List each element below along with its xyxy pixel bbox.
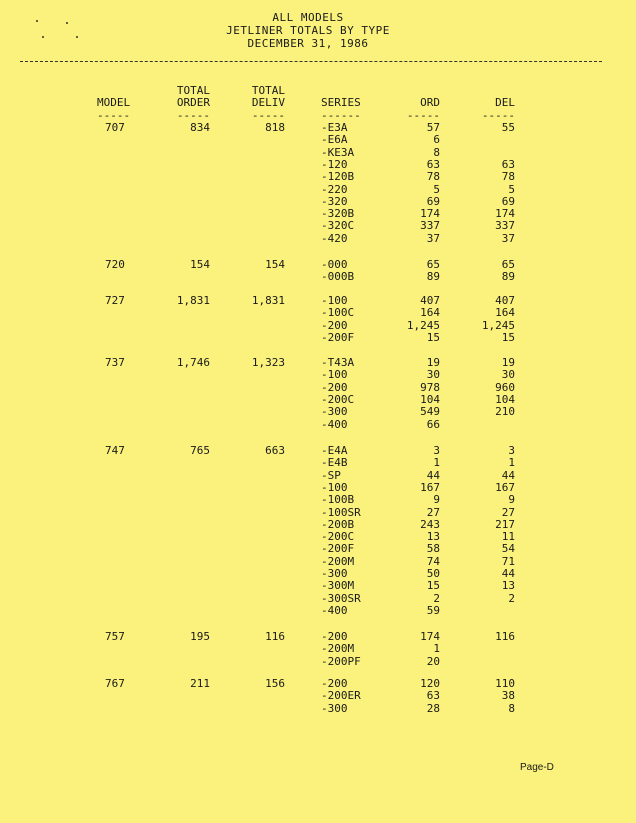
- series-cell: -100: [321, 480, 348, 494]
- col-header-del: DEL: [495, 96, 515, 109]
- series-cell: -200: [321, 630, 348, 643]
- page-label: Page-D: [520, 762, 554, 773]
- col-underline: ------: [321, 109, 361, 122]
- del-cell: 19: [501, 356, 515, 369]
- ord-cell: 59: [426, 603, 440, 617]
- ord-cell: 78: [426, 170, 440, 184]
- del-cell: 54: [501, 542, 515, 556]
- del-cell: 44: [501, 567, 515, 580]
- series-cell: -200C: [321, 530, 355, 544]
- series-cell: -120B: [321, 170, 355, 184]
- series-cell: -SP: [321, 468, 341, 482]
- series-cell: -100: [321, 294, 348, 307]
- series-cell: -E3A: [321, 121, 348, 134]
- series-cell: -300: [321, 701, 348, 715]
- del-cell: 89: [501, 270, 515, 284]
- series-cell: -200: [321, 380, 348, 394]
- col-header-total-deliv: TOTAL: [251, 84, 285, 97]
- del-cell: 2: [508, 591, 515, 605]
- series-cell: -320C: [321, 219, 355, 233]
- col-header-model: MODEL: [97, 96, 131, 109]
- ord-cell: 120: [420, 677, 440, 690]
- del-cell: 1,245: [481, 318, 515, 332]
- series-cell: -000: [321, 258, 348, 271]
- total-deliv-cell: 1,831: [251, 294, 285, 307]
- series-cell: -300: [321, 405, 348, 419]
- ord-cell: 243: [420, 517, 440, 531]
- series-cell: -200M: [321, 554, 355, 568]
- ord-cell: 9: [433, 493, 440, 507]
- total-deliv-cell: 116: [265, 630, 285, 643]
- del-cell: 9: [508, 493, 515, 507]
- del-cell: 38: [501, 689, 515, 703]
- ord-cell: 19: [426, 356, 440, 369]
- series-cell: -100: [321, 368, 348, 382]
- ord-cell: 74: [426, 554, 440, 568]
- total-order-cell: 211: [190, 677, 210, 690]
- del-cell: 337: [495, 219, 515, 233]
- del-cell: 37: [501, 231, 515, 245]
- dashed-divider: [20, 61, 602, 62]
- total-order-cell: 195: [190, 630, 210, 643]
- col-underline: -----: [251, 109, 285, 122]
- col-header-total-order: TOTAL: [176, 84, 210, 97]
- del-cell: 210: [495, 405, 515, 419]
- col-underline: -----: [97, 109, 131, 122]
- total-order-cell: 765: [190, 444, 210, 457]
- del-cell: 55: [501, 121, 515, 134]
- series-cell: -120: [321, 157, 348, 171]
- ord-cell: 37: [426, 231, 440, 245]
- series-cell: -200M: [321, 642, 355, 656]
- model-cell: 720: [105, 258, 125, 271]
- series-cell: -200B: [321, 517, 355, 531]
- ord-cell: 407: [420, 294, 440, 307]
- ord-cell: 20: [426, 654, 440, 668]
- del-cell: 27: [501, 505, 515, 519]
- ord-cell: 63: [426, 157, 440, 171]
- model-cell: 727: [105, 294, 125, 307]
- del-cell: 407: [495, 294, 515, 307]
- total-order-cell: 834: [190, 121, 210, 134]
- del-cell: 11: [501, 530, 515, 544]
- ord-cell: 3: [433, 444, 440, 457]
- ord-cell: 104: [420, 392, 440, 406]
- del-cell: 3: [508, 444, 515, 457]
- del-cell: 960: [495, 380, 515, 394]
- del-cell: 217: [495, 517, 515, 531]
- col-header-series: SERIES: [321, 96, 361, 109]
- col-underline: -----: [176, 109, 210, 122]
- model-cell: 747: [105, 444, 125, 457]
- del-cell: 15: [501, 330, 515, 344]
- ord-cell: 69: [426, 194, 440, 208]
- series-cell: -200: [321, 318, 348, 332]
- del-cell: 104: [495, 392, 515, 406]
- series-cell: -200: [321, 677, 348, 690]
- col-header-total-order: ORDER: [176, 96, 210, 109]
- ord-cell: 30: [426, 368, 440, 382]
- report-date: DECEMBER 31, 1986: [247, 37, 369, 50]
- del-cell: 5: [508, 182, 515, 196]
- del-cell: 30: [501, 368, 515, 382]
- series-cell: -100C: [321, 306, 355, 320]
- ord-cell: 15: [426, 330, 440, 344]
- del-cell: 78: [501, 170, 515, 184]
- ord-cell: 28: [426, 701, 440, 715]
- series-cell: -220: [321, 182, 348, 196]
- ord-cell: 89: [426, 270, 440, 284]
- ord-cell: 2: [433, 591, 440, 605]
- ord-cell: 13: [426, 530, 440, 544]
- del-cell: 44: [501, 468, 515, 482]
- total-deliv-cell: 1,323: [251, 356, 285, 369]
- series-cell: -300: [321, 567, 348, 580]
- series-cell: -200PF: [321, 654, 361, 668]
- total-order-cell: 1,746: [176, 356, 210, 369]
- del-cell: 164: [495, 306, 515, 320]
- ord-cell: 63: [426, 689, 440, 703]
- del-cell: 116: [495, 630, 515, 643]
- series-cell: -300M: [321, 579, 355, 593]
- ord-cell: 27: [426, 505, 440, 519]
- ord-cell: 6: [433, 133, 440, 147]
- series-cell: -T43A: [321, 356, 355, 369]
- series-cell: -320B: [321, 207, 355, 221]
- del-cell: 65: [501, 258, 515, 271]
- ord-cell: 1: [433, 642, 440, 656]
- series-cell: -100SR: [321, 505, 361, 519]
- del-cell: 8: [508, 701, 515, 715]
- total-order-cell: 1,831: [176, 294, 210, 307]
- del-cell: 13: [501, 579, 515, 593]
- col-underline: -----: [481, 109, 515, 122]
- ord-cell: 50: [426, 567, 440, 580]
- report-subtitle: JETLINER TOTALS BY TYPE: [226, 24, 390, 37]
- ord-cell: 174: [420, 207, 440, 221]
- total-deliv-cell: 156: [265, 677, 285, 690]
- series-cell: -E6A: [321, 133, 348, 147]
- del-cell: 174: [495, 207, 515, 221]
- series-cell: -200F: [321, 330, 355, 344]
- ord-cell: 978: [420, 380, 440, 394]
- ord-cell: 44: [426, 468, 440, 482]
- total-order-cell: 154: [190, 258, 210, 271]
- del-cell: 71: [501, 554, 515, 568]
- ord-cell: 65: [426, 258, 440, 271]
- series-cell: -200F: [321, 542, 355, 556]
- del-cell: 167: [495, 480, 515, 494]
- ord-cell: 8: [433, 145, 440, 159]
- series-cell: -200ER: [321, 689, 361, 703]
- del-cell: 1: [508, 456, 515, 470]
- series-cell: -KE3A: [321, 145, 355, 159]
- series-cell: -E4B: [321, 456, 348, 470]
- del-cell: 110: [495, 677, 515, 690]
- col-header-total-deliv: DELIV: [251, 96, 285, 109]
- model-cell: 737: [105, 356, 125, 369]
- series-cell: -420: [321, 231, 348, 245]
- ord-cell: 164: [420, 306, 440, 320]
- model-cell: 707: [105, 121, 125, 134]
- series-cell: -300SR: [321, 591, 361, 605]
- del-cell: 69: [501, 194, 515, 208]
- ord-cell: 1: [433, 456, 440, 470]
- series-cell: -200C: [321, 392, 355, 406]
- series-cell: -100B: [321, 493, 355, 507]
- report-title: ALL MODELS: [272, 11, 344, 24]
- series-cell: -400: [321, 417, 348, 431]
- ord-cell: 66: [426, 417, 440, 431]
- series-cell: -320: [321, 194, 348, 208]
- col-underline: -----: [406, 109, 440, 122]
- total-deliv-cell: 663: [265, 444, 285, 457]
- ord-cell: 57: [426, 121, 440, 134]
- series-cell: -E4A: [321, 444, 348, 457]
- series-cell: -400: [321, 603, 348, 617]
- total-deliv-cell: 154: [265, 258, 285, 271]
- ord-cell: 337: [420, 219, 440, 233]
- ord-cell: 174: [420, 630, 440, 643]
- series-cell: -000B: [321, 270, 355, 284]
- total-deliv-cell: 818: [265, 121, 285, 134]
- ord-cell: 167: [420, 480, 440, 494]
- ord-cell: 5: [433, 182, 440, 196]
- ord-cell: 1,245: [406, 318, 440, 332]
- ord-cell: 58: [426, 542, 440, 556]
- ord-cell: 549: [420, 405, 440, 419]
- model-cell: 767: [105, 677, 125, 690]
- del-cell: 63: [501, 157, 515, 171]
- model-cell: 757: [105, 630, 125, 643]
- ord-cell: 15: [426, 579, 440, 593]
- col-header-ord: ORD: [420, 96, 440, 109]
